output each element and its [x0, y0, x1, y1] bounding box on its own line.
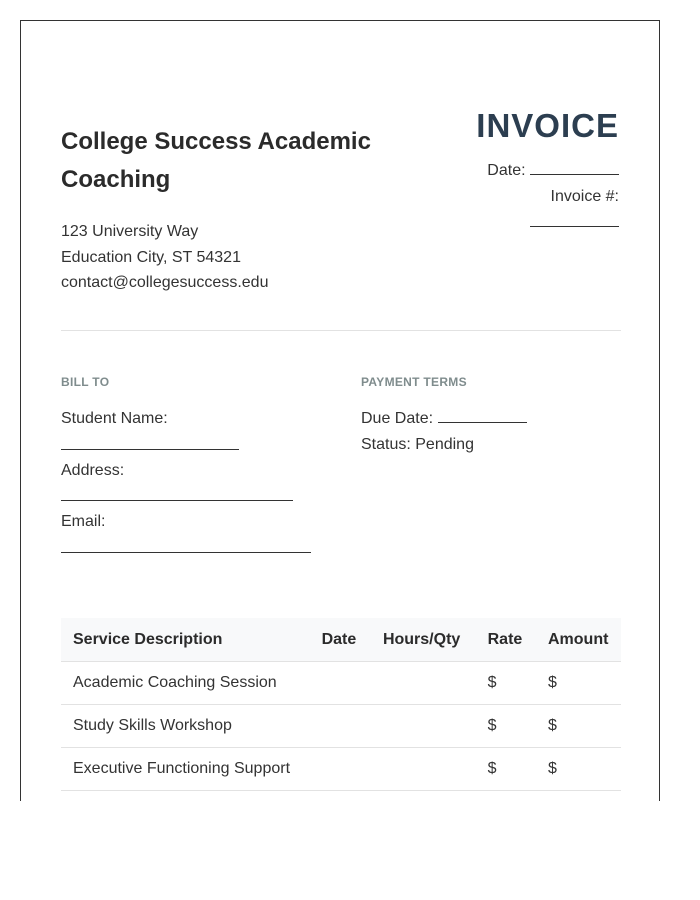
company-info [61, 123, 401, 296]
invoice-date-row [399, 158, 619, 184]
header-rate: Rate [476, 618, 536, 662]
header-divider [61, 330, 621, 331]
invoice-number-blank-row [399, 210, 619, 236]
company-address-line1: 123 University Way [61, 223, 199, 240]
bill-to-label: BILL TO [61, 375, 110, 389]
service-rate[interactable]: $ [476, 748, 536, 791]
invoice-number-row [399, 184, 619, 210]
invoice-title: INVOICE [476, 107, 619, 144]
service-rate[interactable]: $ [476, 662, 536, 705]
email-label: Email: [61, 513, 106, 530]
header-date: Date [310, 618, 371, 662]
service-description: Executive Functioning Support [61, 748, 310, 791]
company-name: College Success Academic Coaching [61, 128, 371, 193]
invoice-number-label: Invoice #: [550, 188, 619, 205]
service-date[interactable] [310, 662, 371, 705]
company-contact [61, 219, 401, 296]
service-amount[interactable]: $ [536, 748, 621, 791]
service-description: Academic Coaching Session [61, 662, 310, 705]
invoice-date-blank[interactable] [530, 160, 619, 175]
table-row [61, 662, 621, 705]
service-description: Study Skills Workshop [61, 705, 310, 748]
company-address-line2: Education City, ST 54321 [61, 248, 241, 266]
invoice-date-label: Date: [487, 162, 526, 179]
company-email: contact@collegesuccess.edu [61, 274, 269, 291]
table-row [61, 748, 621, 791]
service-hours[interactable] [371, 705, 476, 748]
service-amount[interactable]: $ [536, 662, 621, 705]
service-rate[interactable]: $ [476, 705, 536, 748]
payment-terms-section [361, 374, 621, 457]
payment-terms-label: PAYMENT TERMS [361, 375, 467, 389]
header-hours-qty: Hours/Qty [371, 618, 476, 662]
due-date-blank[interactable] [438, 408, 527, 423]
student-name-blank[interactable] [61, 432, 239, 450]
service-amount[interactable]: $ [536, 705, 621, 748]
service-date[interactable] [310, 748, 371, 791]
invoice-page [20, 20, 660, 801]
table-header-row [61, 618, 621, 662]
address-label: Address: [61, 461, 125, 479]
bill-to-section [61, 374, 351, 561]
address-blank[interactable] [61, 483, 293, 501]
service-hours[interactable] [371, 748, 476, 791]
services-table [61, 618, 621, 791]
table-row [61, 705, 621, 748]
invoice-number-blank[interactable] [530, 212, 619, 227]
header-amount: Amount [536, 618, 621, 662]
service-date[interactable] [310, 705, 371, 748]
payment-status: Status: Pending [361, 435, 474, 453]
email-blank[interactable] [61, 535, 311, 553]
service-hours[interactable] [371, 662, 476, 705]
due-date-row [361, 406, 621, 432]
due-date-label: Due Date: [361, 410, 434, 427]
header-service-description: Service Description [61, 618, 310, 662]
invoice-meta [399, 106, 619, 236]
student-name-label: Student Name: [61, 410, 168, 427]
